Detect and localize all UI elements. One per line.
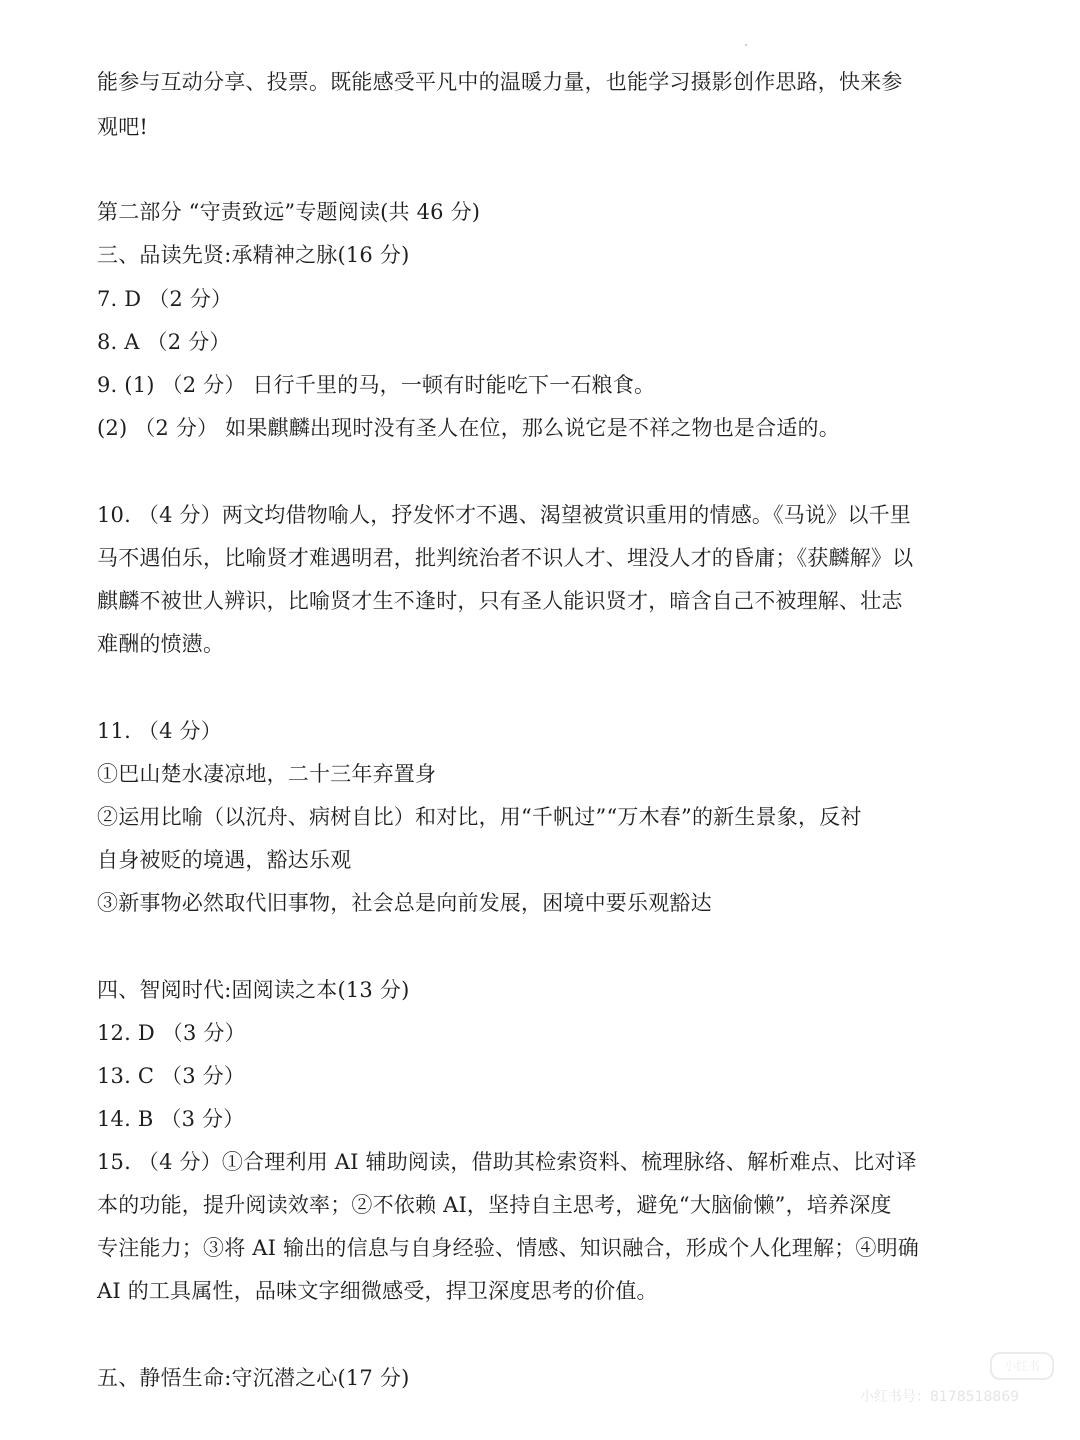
answer-10-line-1: 10. （4 分）两文均借物喻人，抒发怀才不遇、渴望被赏识重用的情感。《马说》以千里 <box>97 503 912 527</box>
answer-8: 8. A （2 分） <box>97 330 231 354</box>
answer-12: 12. D （3 分） <box>97 1021 246 1045</box>
answer-10-line-2: 马不遇伯乐，比喻贤才难遇明君，批判统治者不识人才、埋没人才的昏庸；《获麟解》以 <box>97 546 914 570</box>
answer-11-item-3: ③新事物必然取代旧事物，社会总是向前发展，困境中要乐观豁达 <box>97 891 712 915</box>
watermark-logo: 小红书 <box>990 1352 1054 1380</box>
answer-11-item-1: ①巴山楚水凄凉地，二十三年弃置身 <box>97 762 437 786</box>
answer-11-item-2-line-1: ②运用比喻（以沉舟、病树自比）和对比，用“千帆过”“万木春”的新生景象，反衬 <box>97 805 862 829</box>
answer-15-line-2: 本的功能，提升阅读效率；②不依赖 AI，坚持自主思考，避免“大脑偷懒”，培养深度 <box>97 1193 892 1217</box>
part-two-heading: 第二部分 “守责致远”专题阅读(共 46 分) <box>97 200 481 224</box>
answer-11-heading: 11. （4 分） <box>97 719 222 743</box>
answer-10-line-3: 麒麟不被世人辨识，比喻贤才生不逢时，只有圣人能识贤才，暗含自己不被理解、壮志 <box>97 589 903 613</box>
answer-9-1: 9. (1) （2 分） 日行千里的马，一顿有时能吃下一石粮食。 <box>97 373 656 397</box>
answer-15-line-3: 专注能力；③将 AI 输出的信息与自身经验、情感、知识融合，形成个人化理解；④明确 <box>97 1236 920 1260</box>
intro-line-2: 观吧! <box>97 115 149 139</box>
answer-13: 13. C （3 分） <box>97 1064 246 1088</box>
answer-10-line-4: 难酬的愤懑。 <box>97 632 225 656</box>
answer-7: 7. D （2 分） <box>97 287 233 311</box>
answer-14: 14. B （3 分） <box>97 1107 245 1131</box>
section-four-heading: 四、智阅时代:固阅读之本(13 分) <box>97 978 410 1002</box>
answer-11-item-2-line-2: 自身被贬的境遇，豁达乐观 <box>97 848 352 872</box>
section-five-heading: 五、静悟生命:守沉潜之心(17 分) <box>97 1366 410 1390</box>
answer-9-2: (2) （2 分） 如果麒麟出现时没有圣人在位，那么说它是不祥之物也是合适的。 <box>97 416 840 440</box>
scan-speck <box>745 44 747 46</box>
section-three-heading: 三、品读先贤:承精神之脉(16 分) <box>97 243 410 267</box>
answer-15-line-4: AI 的工具属性，品味文字细微感受，捍卫深度思考的价值。 <box>97 1279 658 1303</box>
intro-line-1: 能参与互动分享、投票。既能感受平凡中的温暖力量，也能学习摄影创作思路，快来参 <box>97 70 903 94</box>
watermark <box>860 1352 1060 1422</box>
answer-15-line-1: 15. （4 分）①合理利用 AI 辅助阅读，借助其检索资料、梳理脉络、解析难点、比对译 <box>97 1150 917 1174</box>
watermark-text: 小红书号：8178518869 <box>860 1389 1020 1405</box>
